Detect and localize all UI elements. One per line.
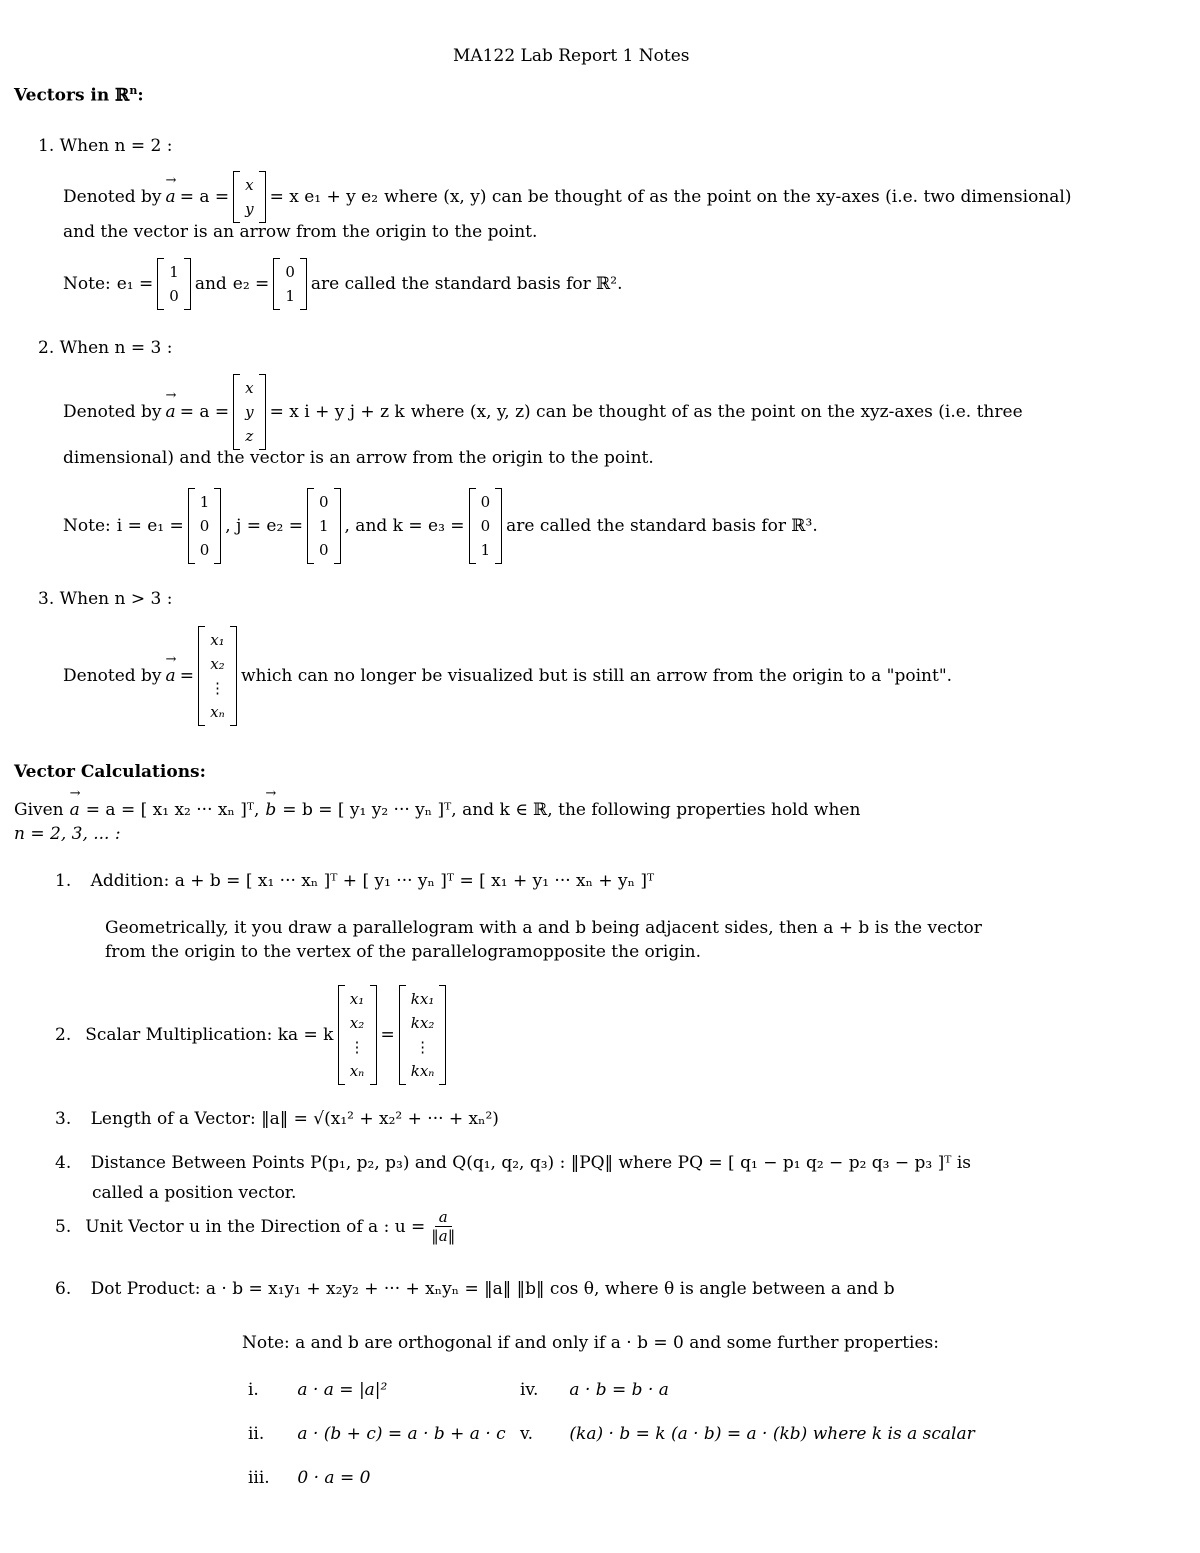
dot-note: Note: a and b are orthogonal if and only if a · b = 0 and some further properties: xyxy=(242,1333,939,1353)
denoted-text: Denoted by xyxy=(63,402,162,422)
matrix-entry: x₂ xyxy=(349,1014,365,1032)
basis-expression: = x i + y j + z k xyxy=(269,402,405,422)
case-1-denoted xyxy=(63,171,1071,223)
case-3-label xyxy=(38,589,172,609)
given-line xyxy=(14,800,860,820)
basis-e1: e₁ = xyxy=(116,274,154,294)
item-unit-vector xyxy=(55,1208,455,1245)
list-label: When n > 3 : xyxy=(59,589,173,609)
section-heading-calculations: Vector Calculations: xyxy=(14,762,206,782)
column-matrix xyxy=(157,258,191,310)
property-number: v. xyxy=(520,1424,533,1444)
matrix-entry: 0 xyxy=(169,287,179,305)
basis-i: i = e₁ = xyxy=(116,516,184,536)
column-matrix xyxy=(233,374,265,450)
matrix-entry: 1 xyxy=(169,263,179,281)
distance-text-2: called a position vector. xyxy=(92,1183,297,1203)
list-number: 6. xyxy=(55,1279,72,1299)
list-label: When n = 2 : xyxy=(59,136,173,156)
equals-a: = xyxy=(179,666,194,686)
column-matrix xyxy=(338,985,377,1085)
matrix-entry: y xyxy=(245,403,254,421)
basis-k: , and k = e₃ = xyxy=(344,516,465,536)
case-2-text: dimensional) and the vector is an arrow from the origin to the point. xyxy=(63,448,654,468)
column-matrix xyxy=(399,985,447,1085)
list-number: 3. xyxy=(55,1109,72,1129)
property-text: a · a = |a|² xyxy=(297,1380,388,1400)
list-number: 1. xyxy=(38,136,55,156)
section-heading-vectors xyxy=(14,84,144,106)
vector-b-definition: = b = [ y₁ y₂ ··· yₙ ]ᵀ, and k ∈ ℝ, the following properties hold when xyxy=(282,800,861,820)
basis-j: , j = e₂ = xyxy=(225,516,303,536)
matrix-entry: 0 xyxy=(285,263,295,281)
basis-e2: e₂ = xyxy=(232,274,270,294)
matrix-entry: x xyxy=(245,379,254,397)
item-text: Dot Product: a · b = x₁y₁ + x₂y₂ + ··· + xₙyₙ = ‖a‖ ‖b‖ cos θ, where θ is angle between a and b xyxy=(90,1279,895,1299)
list-number: 4. xyxy=(55,1153,72,1173)
case-1-label xyxy=(38,136,172,156)
case-2-label xyxy=(38,338,172,358)
matrix-entry: 0 xyxy=(480,517,491,535)
matrix-entry: xₙ xyxy=(210,703,225,721)
item-text: Length of a Vector: ‖a‖ = √(x₁² + x₂² + ··· + xₙ²) xyxy=(90,1109,499,1129)
matrix-entry: ⋮ xyxy=(415,1038,431,1056)
fraction-numerator: a xyxy=(435,1208,452,1227)
property-i xyxy=(248,1380,387,1400)
note-label: Note: xyxy=(63,274,111,294)
list-number: 3. xyxy=(38,589,55,609)
matrix-entry: kx₂ xyxy=(410,1014,435,1032)
property-number: iii. xyxy=(248,1468,270,1488)
property-text: a · (b + c) = a · b + a · c xyxy=(297,1424,506,1444)
geometric-text-1: Geometrically, it you draw a parallelogram with a and b being adjacent sides, then a + b is the vector xyxy=(105,918,982,938)
matrix-entry: 1 xyxy=(285,287,295,305)
page-title: MA122 Lab Report 1 Notes xyxy=(453,46,690,66)
item-distance xyxy=(55,1153,971,1173)
case-1-note xyxy=(63,258,623,310)
matrix-entry: y xyxy=(245,200,254,218)
vector-a: a → xyxy=(70,800,80,820)
property-number: ii. xyxy=(248,1424,265,1444)
fraction xyxy=(431,1208,455,1245)
description-text: which can no longer be visualized but is still an arrow from the origin to a "point". xyxy=(240,666,953,686)
given-text: Given xyxy=(14,800,64,820)
matrix-entry: ⋮ xyxy=(349,1038,365,1056)
vector-b: b → xyxy=(265,800,276,820)
matrix-entry: x₁ xyxy=(349,990,365,1008)
denoted-text: Denoted by xyxy=(63,666,162,686)
basis-expression: = x e₁ + y e₂ xyxy=(269,187,379,207)
description-text: where (x, y) can be thought of as the point on the xy-axes (i.e. two dimensional) xyxy=(384,187,1072,207)
heading-colon: : xyxy=(137,85,144,106)
note-text: are called the standard basis for ℝ². xyxy=(310,274,623,294)
fraction-denominator: ‖a‖ xyxy=(431,1227,456,1245)
and-text: and xyxy=(194,274,227,294)
given-n: n = 2, 3, ... : xyxy=(14,824,121,844)
vector-a: a → xyxy=(166,187,176,207)
property-number: iv. xyxy=(520,1380,539,1400)
geometric-text-2: from the origin to the vertex of the parallelogramopposite the origin. xyxy=(105,942,702,962)
matrix-entry: kxₙ xyxy=(410,1062,435,1080)
case-2-note xyxy=(63,488,818,564)
property-text: a · b = b · a xyxy=(569,1380,669,1400)
equals-a: = a = xyxy=(179,187,230,207)
matrix-entry: ⋮ xyxy=(209,679,225,697)
case-1-text: and the vector is an arrow from the origin to the point. xyxy=(63,222,538,242)
property-iii xyxy=(248,1468,370,1488)
list-number: 2. xyxy=(38,338,55,358)
property-ii xyxy=(248,1424,506,1444)
property-v xyxy=(520,1424,975,1444)
column-matrix xyxy=(198,626,237,726)
case-3-denoted xyxy=(63,626,952,726)
matrix-entry: 1 xyxy=(199,493,210,511)
note-label: Note: xyxy=(63,516,111,536)
matrix-entry: 0 xyxy=(318,541,329,559)
matrix-entry: x₁ xyxy=(210,631,225,649)
item-dot-product xyxy=(55,1279,895,1299)
property-text: (ka) · b = k (a · b) = a · (kb) where k is a scalar xyxy=(569,1424,975,1444)
list-number: 1. xyxy=(55,871,72,891)
list-number: 5. xyxy=(55,1216,72,1237)
matrix-entry: 1 xyxy=(318,517,329,535)
item-addition xyxy=(55,871,654,891)
matrix-entry: 0 xyxy=(199,541,210,559)
item-text: Unit Vector u in the Direction of a : u = xyxy=(85,1216,426,1237)
matrix-entry: 0 xyxy=(318,493,329,511)
matrix-entry: x xyxy=(245,176,254,194)
matrix-entry: 0 xyxy=(199,517,210,535)
equals-sign: = xyxy=(380,1025,395,1045)
item-text: Scalar Multiplication: ka = k xyxy=(85,1025,334,1045)
matrix-entry: kx₁ xyxy=(410,990,435,1008)
description-text: where (x, y, z) can be thought of as the point on the xyz-axes (i.e. three xyxy=(410,402,1023,422)
vector-a: a → xyxy=(166,402,176,422)
column-matrix xyxy=(307,488,341,564)
column-matrix xyxy=(188,488,222,564)
property-text: 0 · a = 0 xyxy=(297,1468,371,1488)
note-text: are called the standard basis for ℝ³. xyxy=(506,516,818,536)
matrix-entry: x₂ xyxy=(210,655,225,673)
vector-a-definition: = a = [ x₁ x₂ ··· xₙ ]ᵀ, xyxy=(85,800,260,820)
column-matrix xyxy=(273,258,307,310)
item-scalar xyxy=(55,985,450,1085)
property-number: i. xyxy=(248,1380,259,1400)
list-number: 2. xyxy=(55,1025,72,1045)
matrix-entry: xₙ xyxy=(349,1062,365,1080)
equals-a: = a = xyxy=(179,402,230,422)
heading-text: Vectors in ℝ xyxy=(14,85,130,106)
case-2-denoted xyxy=(63,374,1023,450)
item-text: Distance Between Points P(p₁, p₂, p₃) and Q(q₁, q₂, q₃) : ‖PQ‖ where PQ = [ q₁ − p₁ q₂ − p₂ q₃ − p₃ ]ᵀ is xyxy=(90,1153,971,1173)
column-matrix xyxy=(469,488,503,564)
matrix-entry: 1 xyxy=(480,541,491,559)
property-iv xyxy=(520,1380,669,1400)
item-text: Addition: a + b = [ x₁ ··· xₙ ]ᵀ + [ y₁ ··· yₙ ]ᵀ = [ x₁ + y₁ ··· xₙ + yₙ ]ᵀ xyxy=(90,871,655,891)
vector-a: a → xyxy=(166,666,176,686)
denoted-text: Denoted by xyxy=(63,187,162,207)
matrix-entry: z xyxy=(245,427,254,445)
heading-superscript: n xyxy=(129,84,138,97)
list-label: When n = 3 : xyxy=(59,338,173,358)
column-matrix xyxy=(233,171,265,223)
item-length xyxy=(55,1109,499,1129)
matrix-entry: 0 xyxy=(480,493,491,511)
